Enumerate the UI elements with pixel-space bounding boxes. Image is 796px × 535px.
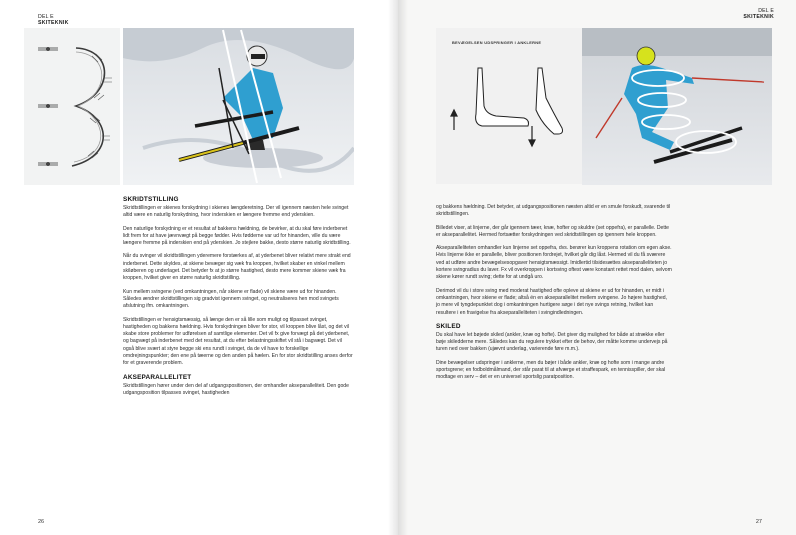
skier-photo-illustration bbox=[123, 28, 354, 185]
feet-illustration bbox=[436, 28, 584, 184]
skier-turn-illustration bbox=[582, 28, 772, 185]
paragraph: Skridtstillingen hører under den del af udgangspositionen, der omhandler akseparalleliteit. Den gode udgangsposition tilpasses svinget, hastigheden bbox=[123, 382, 349, 396]
paragraph: Derimod vil du i store sving med moderat hastighed ofte opleve at skiene er ud for hinanden, er midt i omkantningen, hvor skiene er flade; altså én en akseparallelitet mellem svingene. Jo højere hastighed, jo mere vil tyngdepunktet dog i omkantningen hurtigere søge i det nye svings retning, hvilket kan resultere i en fravigelse fra akseparalleliteten i svingindledningen. bbox=[436, 287, 668, 316]
left-text-column bbox=[123, 196, 354, 403]
paragraph: Billedet viser, at linjerne, der går igennem tæer, knæ, hofter og skuldre (set oppefra), er parallelle. Dette er akseparallelitet. Hermed fortsætter forskydningen ved skridtstillingen op igennem hele kroppen. bbox=[436, 224, 670, 238]
header-part: DEL E bbox=[758, 8, 774, 14]
heading-akseparallelitet: AKSEPARALLELITET bbox=[123, 373, 192, 381]
paragraph: Du skal have let bøjede skiled (ankler, knæ og hofte). Det giver dig mulighed for både at strække eller bøje skiledderne mere. Således kan du regulere trykket efter de behov, der måtte komme undervejs på turen ned over bakken (ujævnt underlag, varierende føre m.m.). bbox=[436, 331, 668, 353]
skier-photo-left bbox=[123, 28, 354, 185]
heading-skiled: SKILED bbox=[436, 322, 461, 330]
header-title: SKITEKNIK bbox=[38, 20, 69, 26]
heading-skridtstilling: SKRIDTSTILLING bbox=[123, 196, 179, 203]
header-title: SKITEKNIK bbox=[743, 14, 774, 20]
paragraph: Kun mellem svingene (ved omkantningen, når skiene er flade) vil skiene være ud for hinanden. Således ændrer skridtstillingen sig gradvist igennem svinget, og neutraliseres hen mod svingets afslutning ifm. omkantningen. bbox=[123, 288, 339, 310]
page-number-left: 26 bbox=[38, 519, 45, 525]
header-part: DEL E bbox=[38, 14, 54, 20]
ankle-diagram bbox=[436, 28, 584, 184]
page-number-right: 27 bbox=[755, 519, 762, 525]
paragraph: Akseparalleliteten omhandler kun linjerne set oppefra, dvs. berører kun kroppens rotation om egen akse. Hvis linjerne ikke er parallelle, bliver positionen fordrejet, hvilket går dig låst. Hermed vil du få sværere ved at udføre andre bevægelsesopgaver hensigtsmæssigt. Imidlertid tilsidesættes akseparalleliteten jo kortere svingradius du laver. Fx vil overkroppen i kortsving oftest være konstant rettet mod dalen, selvom skiene kører rundt sving; dette for at undgå uro. bbox=[436, 245, 672, 281]
left-page-header bbox=[38, 14, 69, 26]
paragraph: Skridtstillingen er skienes forskydning i skienes længderetning. Der vil igennem næsten hele svinget altid være en naturlig forskydning, hvor inderskien er længere fremme end yderskien. bbox=[123, 205, 349, 219]
right-text-column bbox=[436, 204, 672, 388]
paragraph: Dine bevægelser udspringer i anklerne, men du bøjer i både ankler, knæ og hofte som i mange andre sportsgrene; en fodboldmålmand, der står parat til at afværge et straffespark, en tennisspiller, der skal modtage en serv – det er en universel sportslig paratposition. bbox=[436, 359, 666, 381]
paragraph: Skridtstillingen er hensigtsmæssig, så længe den er så lille som muligt og tilpasset svinget, hastigheden og bakkens hældning. Hvis forskydningen bliver for stor, vil kroppen blive låst, og det vil skabe store problemer for udførelsen af samtlige elementer. Det vil fx give forvægt på det yderbenet, og bagvægt på inderbenet med det resultat, at du efter belastningsskiftet vil stå i bagvægt. Det vil også blive svært at styre begge ski ens rundt i svinget, da de vil have to forskellige omdrejningspunkter; den ene på tæerne og den anden på hælen. En for stor skridtstilling anses derfor for et graverende problem. bbox=[123, 316, 353, 367]
right-page bbox=[398, 0, 796, 535]
turn-diagram bbox=[24, 28, 120, 185]
skier-photo-right bbox=[582, 28, 772, 185]
paragraph: Den naturlige forskydning er et resultat af bakkens hældning, de bevirker, at du skal føre inderbenet lidt frem for at have jævnvægt på begge fødder. Hvis fødderne var ud for hinanden, ville du være længere fremme på inderskien end på yderskien. Jo stejlere bakke, desto større naturlig skridtstilling. bbox=[123, 225, 351, 247]
book-gutter bbox=[388, 0, 408, 535]
figure-caption: BEVÆGELSEN UDSPRINGER I ANKLERNE bbox=[452, 40, 542, 45]
paragraph: og bakkens hældning. Det betyder, at udgangspositionen næsten altid er en smule forskudt, svarende til skridtstillingen. bbox=[436, 204, 671, 218]
right-page-header bbox=[743, 8, 774, 20]
turn-path-illustration bbox=[24, 28, 120, 185]
paragraph: Når du svinger vil skridtstillingen yderemere forstærkes af, at yderbenet bliver relativt mere strakt end inderbenet. Dette skyldes, at skiene bevæger sig væk fra kroppen, hvilket skaber en vinkel mellem skiløberen og underlaget. Det betyder fx at jo større hastighed, desto mere kommer skiene væk fra kroppen, hvilket giver en større naturlig skridtstilling. bbox=[123, 253, 351, 282]
